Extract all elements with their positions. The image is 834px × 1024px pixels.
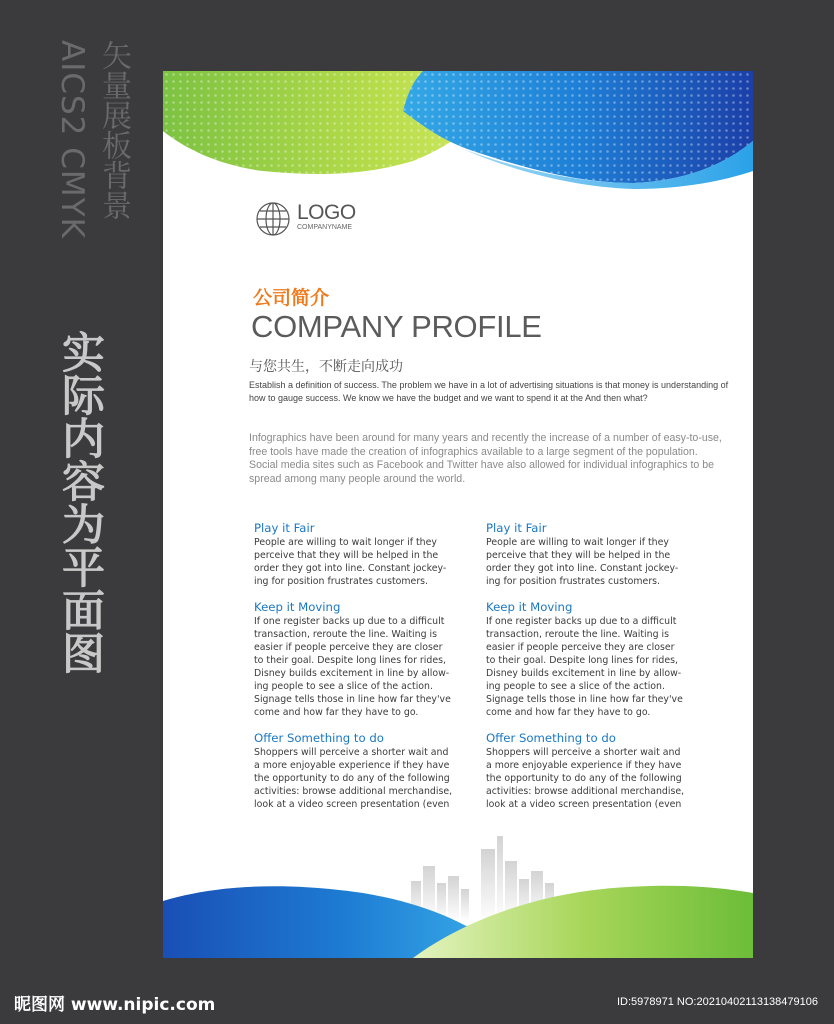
logo-company-name: COMPANYNAME [297, 223, 353, 231]
section-play-it-fair [254, 521, 470, 600]
section-keep-it-moving [254, 600, 470, 731]
wave-decoration [163, 71, 753, 958]
section-body: Shoppers will perceive a shorter wait and a more enjoyable experience if they have the opportunity to do any of the following activities: browse additional merchandise, look at a video screen presentation (even [486, 747, 685, 810]
title-english: COMPANY PROFILE [251, 309, 542, 344]
title-chinese: 公司简介 [253, 287, 330, 309]
section-body: If one register backs up due to a difficult transaction, reroute the line. Waiting is easier if people perceive they are closer to their goal. Despite long lines for rides, Disney builds excitement in line by allow- ing people to see a slice of the action. Signage tells those in line how far they've come and how far they have to go. [486, 616, 683, 718]
poster-sheet [163, 71, 753, 958]
actual-content-note: 实际内容为平面图 [55, 330, 105, 674]
section-body: People are willing to wait longer if they perceive that they will be helped in the order they got into line. Constant jockey- ing for position frustrates customers. [254, 537, 447, 587]
logo-icon-space [255, 199, 291, 235]
content-column-right [486, 521, 702, 811]
content-column-left [254, 521, 470, 811]
slogan: 与您共生，不断走向成功 [249, 359, 403, 375]
section-title: Play it Fair [254, 521, 315, 535]
section-title: Keep it Moving [486, 600, 573, 614]
format-label: AICS2 CMYK [54, 40, 90, 239]
section-body: If one register backs up due to a difficult transaction, reroute the line. Waiting is easier if people perceive they are closer to their goal. Despite long lines for rides, Disney builds excitement in line by allow- ing people to see a slice of the action. Signage tells those in line how far they've come and how far they have to go. [254, 616, 451, 718]
section-title: Offer Something to do [254, 731, 384, 745]
vector-board-label: 矢量展板背景 [96, 40, 131, 220]
intro-paragraph-small: Establish a definition of success. The problem we have in a lot of advertising situations is that money is understanding of how to gauge success. We know we have the budget and we want to spend it at the And then what? [249, 380, 729, 403]
section-keep-it-moving [486, 600, 702, 731]
watermark-site: 昵图网 www.nipic.com [14, 995, 216, 1015]
section-play-it-fair [486, 521, 702, 600]
logo-word: LOGO [297, 200, 356, 224]
section-title: Play it Fair [486, 521, 547, 535]
intro-paragraph-large: Infographics have been around for many years and recently the increase of a number of easy-to-use, free tools have made the creation of infographics available to a large segment of the population. Social media sites such as Facebook and Twitter have also allowed for individual infographics to be spread among many people around the world. [249, 432, 722, 486]
watermark-id: ID:5978971 NO:20210402113138479106 [616, 996, 818, 1008]
section-title: Offer Something to do [486, 731, 616, 745]
section-offer-something [254, 731, 470, 811]
section-offer-something [486, 731, 702, 811]
section-body: People are willing to wait longer if they perceive that they will be helped in the order they got into line. Constant jockey- ing for position frustrates customers. [486, 537, 679, 587]
company-logo [255, 199, 356, 235]
section-title: Keep it Moving [254, 600, 341, 614]
section-body: Shoppers will perceive a shorter wait and a more enjoyable experience if they have the opportunity to do any of the following activities: browse additional merchandise, look at a video screen presentation (even [254, 747, 453, 810]
